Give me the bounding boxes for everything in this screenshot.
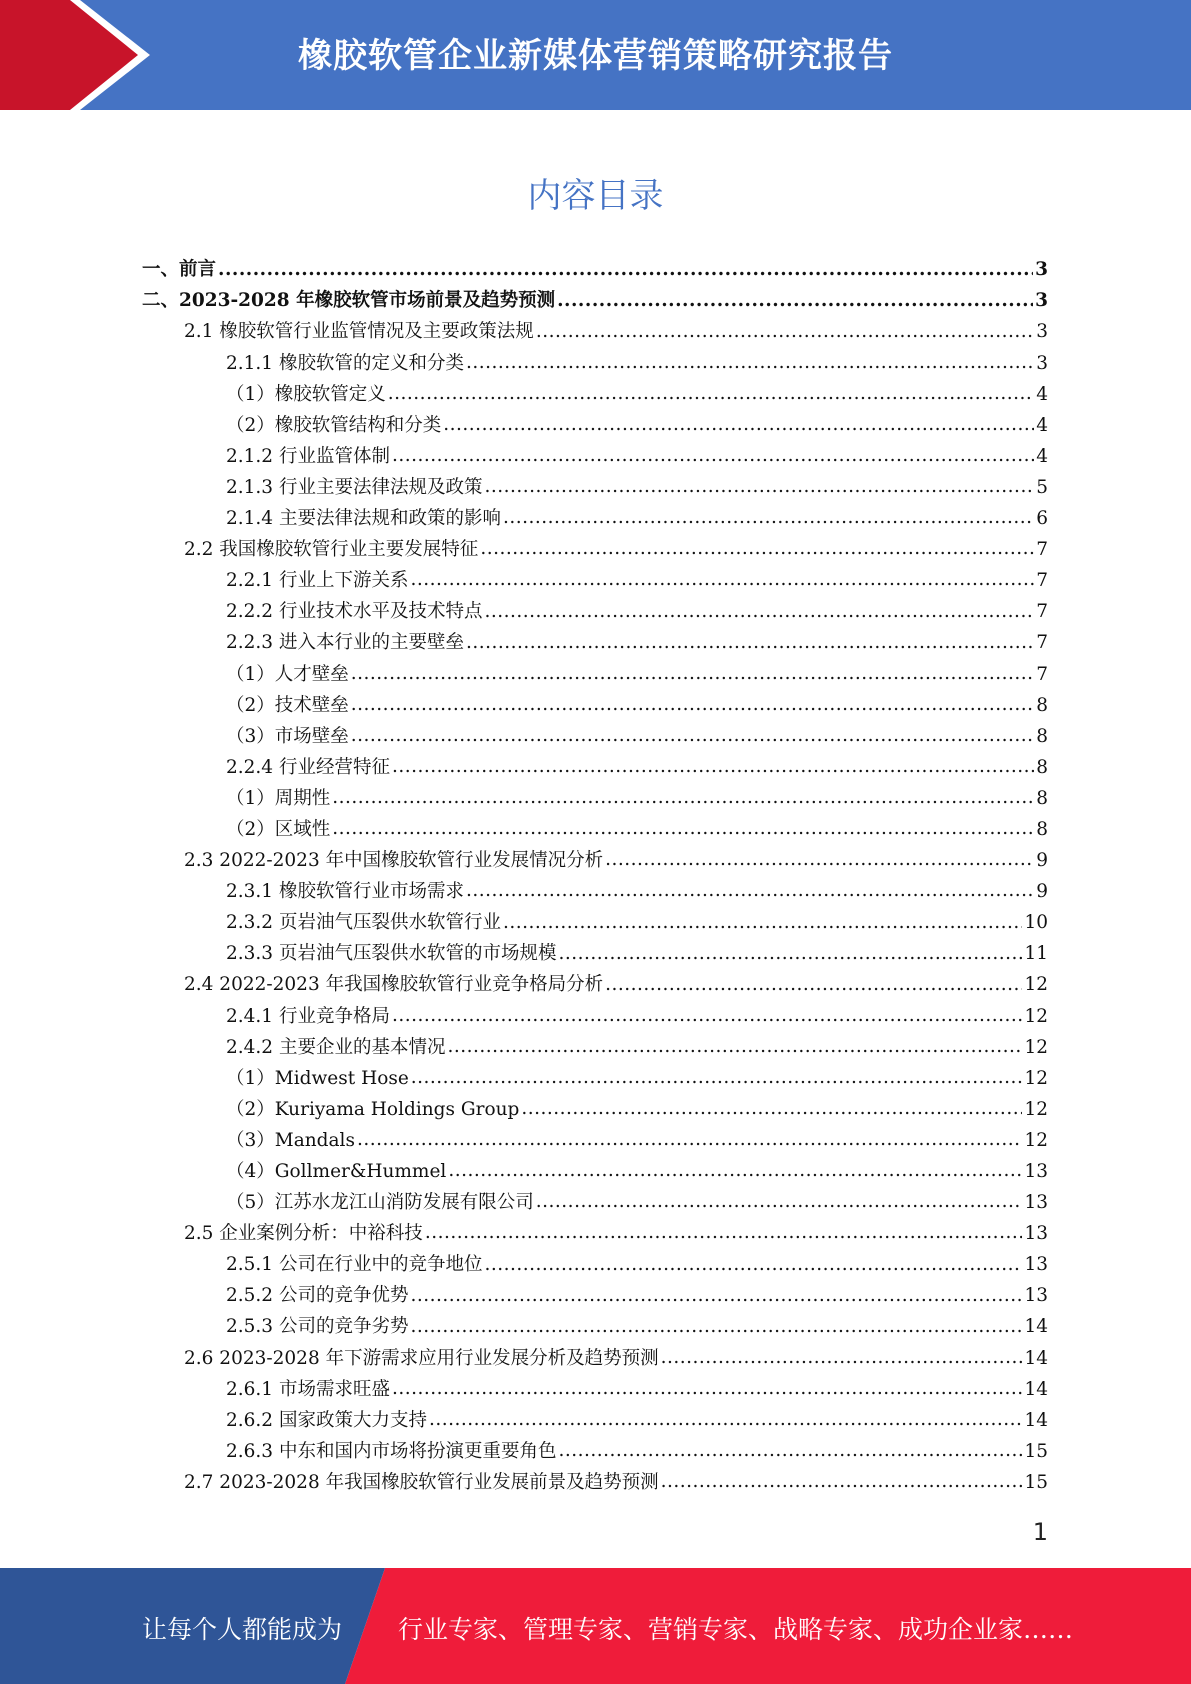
toc-entry-title: 2.5.2 公司的竞争优势	[226, 1285, 409, 1307]
toc-entry-title: 2.5.1 公司在行业中的竞争地位	[226, 1254, 483, 1276]
toc-entry-title: （4）Gollmer&Hummel	[226, 1161, 447, 1183]
toc-entry-page: 15	[1024, 1440, 1048, 1462]
toc-entry[interactable]	[142, 1095, 1048, 1126]
toc-dot-leader	[410, 1287, 1022, 1307]
toc-dot-leader	[351, 727, 1034, 747]
toc-entry-title: （2）区域性	[226, 818, 331, 840]
toc-entry-page: 8	[1036, 818, 1048, 840]
toc-entry-page: 15	[1024, 1471, 1048, 1493]
toc-entry-page: 3	[1036, 321, 1048, 343]
toc-entry-title: （2）橡胶软管结构和分类	[226, 414, 442, 436]
toc-dot-leader	[558, 945, 1022, 965]
toc-entry[interactable]	[142, 815, 1048, 846]
toc-entry-title: （3）市场壁垒	[226, 725, 349, 747]
toc-entry-page: 3	[1036, 352, 1048, 374]
toc-entry-title: 2.6 2023-2028 年下游需求应用行业发展分析及趋势预测	[184, 1347, 659, 1369]
toc-entry[interactable]	[142, 473, 1048, 504]
toc-heading: 内容目录	[527, 176, 664, 216]
toc-entry-title: 2.1 橡胶软管行业监管情况及主要政策法规	[184, 321, 534, 343]
toc-entry-page: 7	[1036, 570, 1048, 592]
toc-dot-leader	[484, 478, 1034, 498]
toc-entry-page: 14	[1024, 1378, 1048, 1400]
toc-entry[interactable]	[142, 1219, 1048, 1250]
toc-entry-title: （5）江苏水龙江山消防发展有限公司	[226, 1192, 534, 1214]
toc-dot-leader	[480, 540, 1034, 560]
toc-entry-page: 7	[1036, 601, 1048, 623]
toc-entry-page: 13	[1024, 1192, 1048, 1214]
toc-dot-leader	[503, 914, 1022, 934]
toc-entry[interactable]	[142, 535, 1048, 566]
toc-dot-leader	[388, 385, 1034, 405]
toc-entry-page: 12	[1024, 1036, 1048, 1058]
toc-entry[interactable]	[142, 1188, 1048, 1219]
toc-entry-title: 2.6.3 中东和国内市场将扮演更重要角色	[226, 1440, 557, 1462]
toc-entry-page: 5	[1036, 476, 1048, 498]
toc-entry-page: 14	[1024, 1409, 1048, 1431]
toc-dot-leader	[557, 292, 1033, 312]
toc-entry[interactable]	[142, 1281, 1048, 1312]
toc-entry-title: （1）Midwest Hose	[226, 1067, 409, 1089]
toc-entry-page: 12	[1024, 1129, 1048, 1151]
toc-entry-title: （1）周期性	[226, 787, 331, 809]
toc-dot-leader	[443, 416, 1034, 436]
toc-entry-title: （1）橡胶软管定义	[226, 383, 386, 405]
toc-entry-page: 13	[1024, 1161, 1048, 1183]
toc-entry[interactable]	[142, 317, 1048, 348]
footer-banner	[0, 1568, 1191, 1684]
toc-entry-page: 14	[1024, 1347, 1048, 1369]
toc-dot-leader	[503, 509, 1034, 529]
toc-entry-page: 8	[1036, 787, 1048, 809]
toc-entry-page: 4	[1036, 414, 1048, 436]
toc-entry-title: 2.4.1 行业竞争格局	[226, 1005, 390, 1027]
toc-dot-leader	[466, 634, 1034, 654]
toc-entry-page: 8	[1036, 725, 1048, 747]
toc-entry[interactable]	[142, 1063, 1048, 1094]
toc-entry[interactable]	[142, 1126, 1048, 1157]
toc-entry[interactable]	[142, 659, 1048, 690]
toc-entry-page: 14	[1024, 1316, 1048, 1338]
toc-dot-leader	[558, 1442, 1022, 1462]
toc-entry-page: 12	[1024, 1098, 1048, 1120]
toc-entry-page: 3	[1035, 259, 1048, 281]
toc-dot-leader	[410, 571, 1034, 591]
toc-entry[interactable]	[142, 1032, 1048, 1063]
toc-entry-page: 13	[1024, 1285, 1048, 1307]
toc-entry[interactable]	[142, 908, 1048, 939]
toc-entry[interactable]	[142, 1001, 1048, 1032]
toc-entry[interactable]	[142, 628, 1048, 659]
toc-entry-page: 7	[1036, 663, 1048, 685]
toc-entry-title: （1）人才壁垒	[226, 663, 349, 685]
toc-dot-leader	[392, 447, 1034, 467]
toc-dot-leader	[536, 323, 1034, 343]
toc-entry[interactable]	[142, 1374, 1048, 1405]
toc-entry-title: 2.3.2 页岩油气压裂供水软管行业	[226, 912, 501, 934]
toc-entry[interactable]	[142, 1405, 1048, 1436]
toc-dot-leader	[392, 758, 1034, 778]
toc-dot-leader	[351, 665, 1034, 685]
toc-entry-page: 4	[1036, 383, 1048, 405]
toc-dot-leader	[661, 1349, 1023, 1369]
report-header	[0, 0, 1191, 110]
toc-entry-title: 2.4 2022-2023 年我国橡胶软管行业竞争格局分析	[184, 974, 604, 996]
toc-entry[interactable]	[142, 1437, 1048, 1468]
toc-entry[interactable]	[142, 442, 1048, 473]
toc-dot-leader	[425, 1224, 1023, 1244]
toc-entry-page: 10	[1024, 912, 1048, 934]
toc-entry-title: 2.6.1 市场需求旺盛	[226, 1378, 390, 1400]
toc-entry-page: 6	[1036, 508, 1048, 530]
toc-entry-page: 9	[1036, 850, 1048, 872]
toc-entry-page: 7	[1036, 539, 1048, 561]
toc-dot-leader	[466, 882, 1034, 902]
toc-entry-title: 2.3 2022-2023 年中国橡胶软管行业发展情况分析	[184, 850, 604, 872]
toc-dot-leader	[484, 603, 1034, 623]
toc-dot-leader	[410, 1318, 1022, 1338]
toc-entry-title: 2.1.4 主要法律法规和政策的影响	[226, 508, 501, 530]
toc-entry-page: 9	[1036, 881, 1048, 903]
footer-slogan-right: 行业专家、管理专家、营销专家、战略专家、成功企业家……	[398, 1615, 1074, 1644]
toc-entry-title: 2.7 2023-2028 年我国橡胶软管行业发展前景及趋势预测	[184, 1471, 659, 1493]
toc-dot-leader	[392, 1380, 1022, 1400]
toc-entry[interactable]	[142, 970, 1048, 1001]
toc-entry[interactable]	[142, 721, 1048, 752]
toc-entry[interactable]	[142, 566, 1048, 597]
toc-entry[interactable]	[142, 348, 1048, 379]
toc-entry[interactable]	[142, 410, 1048, 441]
toc-entry-title: （2）技术壁垒	[226, 694, 349, 716]
toc-entry-title: 2.2.2 行业技术水平及技术特点	[226, 601, 483, 623]
toc-entry-page: 13	[1024, 1254, 1048, 1276]
toc-entry-page: 13	[1024, 1223, 1048, 1245]
toc-entry-title: 二、2023-2028 年橡胶软管市场前景及趋势预测	[142, 290, 556, 312]
toc-entry-page: 12	[1024, 1005, 1048, 1027]
toc-entry-page: 7	[1036, 632, 1048, 654]
toc-entry[interactable]	[142, 877, 1048, 908]
toc-dot-leader	[429, 1411, 1022, 1431]
toc-dot-leader	[605, 976, 1022, 996]
toc-entry-title: 2.2 我国橡胶软管行业主要发展特征	[184, 539, 479, 561]
footer-slogan-left: 让每个人都能成为	[142, 1615, 343, 1644]
toc-dot-leader	[218, 261, 1033, 281]
report-title: 橡胶软管企业新媒体营销策略研究报告	[298, 36, 893, 76]
toc-entry[interactable]	[142, 1312, 1048, 1343]
toc-dot-leader	[411, 1069, 1023, 1089]
toc-entry[interactable]	[142, 753, 1048, 784]
toc-entry[interactable]	[142, 255, 1048, 286]
toc-entry[interactable]	[142, 597, 1048, 628]
toc-entry-title: 一、前言	[142, 259, 217, 281]
toc-dot-leader	[536, 1193, 1023, 1213]
toc-entry-page: 11	[1024, 943, 1048, 965]
toc-dot-leader	[332, 820, 1034, 840]
toc-entry-title: 2.3.3 页岩油气压裂供水软管的市场规模	[226, 943, 557, 965]
page-number: 1	[1032, 1518, 1048, 1546]
toc-entry-page: 12	[1024, 1067, 1048, 1089]
toc-entry[interactable]	[142, 1343, 1048, 1374]
toc-entry-title: 2.1.2 行业监管体制	[226, 445, 390, 467]
toc-dot-leader	[521, 1100, 1022, 1120]
toc-dot-leader	[351, 696, 1034, 716]
toc-entry[interactable]	[142, 846, 1048, 877]
toc-entry-page: 8	[1036, 756, 1048, 778]
toc-entry[interactable]	[142, 690, 1048, 721]
toc-entry[interactable]	[142, 939, 1048, 970]
toc-entry[interactable]	[142, 1250, 1048, 1281]
toc-entry-title: 2.1.3 行业主要法律法规及政策	[226, 476, 483, 498]
toc-entry-title: 2.2.3 进入本行业的主要壁垒	[226, 632, 464, 654]
toc-entry[interactable]	[142, 1468, 1048, 1499]
toc-entry-page: 4	[1036, 445, 1048, 467]
toc-entry-title: （3）Mandals	[226, 1129, 355, 1151]
toc-dot-leader	[332, 789, 1034, 809]
toc-entry[interactable]	[142, 504, 1048, 535]
toc-dot-leader	[392, 1007, 1022, 1027]
toc-entry-title: 2.6.2 国家政策大力支持	[226, 1409, 427, 1431]
toc-entry-title: 2.4.2 主要企业的基本情况	[226, 1036, 446, 1058]
toc-entry-page: 3	[1035, 290, 1048, 312]
toc-entry-title: 2.3.1 橡胶软管行业市场需求	[226, 881, 464, 903]
toc-entry-title: 2.2.4 行业经营特征	[226, 756, 390, 778]
toc-dot-leader	[448, 1162, 1022, 1182]
toc-entry[interactable]	[142, 784, 1048, 815]
toc-dot-leader	[466, 354, 1034, 374]
toc-entry[interactable]	[142, 379, 1048, 410]
toc-entry[interactable]	[142, 286, 1048, 317]
toc-entry-page: 12	[1024, 974, 1048, 996]
toc-entry-page: 8	[1036, 694, 1048, 716]
toc-dot-leader	[605, 851, 1034, 871]
toc-dot-leader	[661, 1473, 1023, 1493]
toc-dot-leader	[357, 1131, 1023, 1151]
table-of-contents	[142, 255, 1048, 1499]
toc-entry-title: （2）Kuriyama Holdings Group	[226, 1098, 520, 1120]
toc-entry-title: 2.5.3 公司的竞争劣势	[226, 1316, 409, 1338]
toc-entry-title: 2.5 企业案例分析：中裕科技	[184, 1223, 423, 1245]
toc-dot-leader	[447, 1038, 1022, 1058]
toc-entry[interactable]	[142, 1157, 1048, 1188]
toc-entry-title: 2.1.1 橡胶软管的定义和分类	[226, 352, 464, 374]
toc-entry-title: 2.2.1 行业上下游关系	[226, 570, 409, 592]
toc-dot-leader	[484, 1256, 1022, 1276]
